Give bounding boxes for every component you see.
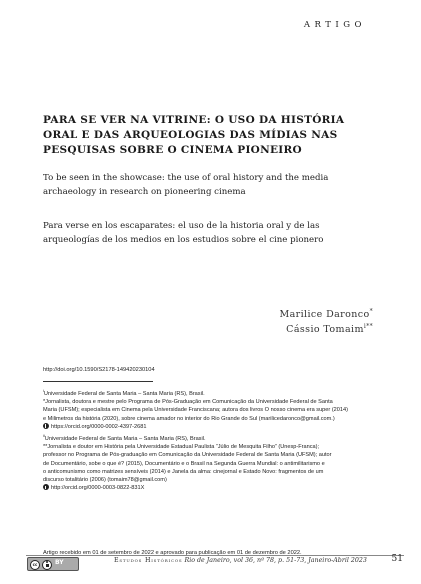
- author-name: Cássio Tomaim: [286, 324, 364, 335]
- journal-info: Rio de Janeiro, vol 36, nº 78, p. 51-73, Janeiro-Abril 2023: [184, 557, 367, 564]
- note-line: Maria (UFSM); especialista em Cinema pela Universidade Franciscana; autora dos livros O nosso cinema era super (2014): [43, 407, 348, 414]
- orcid-link[interactable]: https://orcid.org/0000-0002-4397-2681: [51, 423, 147, 430]
- author-tomaim: [279, 322, 373, 337]
- orcid-line: [43, 423, 378, 431]
- english-title-line: To be seen in the showcase: the use of oral history and the media: [43, 173, 329, 183]
- note-line: de Documentário, sobe o que é? (2015), Documentário e o Brasil na Segunda Guerra Mundial: o antimilitarismo e: [43, 460, 325, 467]
- doi-link[interactable]: http://doi.org/10.1590/S2178-149420230104: [43, 367, 155, 373]
- received-date: Artigo recebido em 01 de setembro de 2022 e aprovado para publicação em 01 de dezembro de 2022.: [43, 550, 302, 556]
- note-line: professor no Programa de Pós-graduação em Comunicação da Universidade Federal de Santa Maria (UFSM); autor: [43, 452, 332, 459]
- author-marker: i**: [363, 322, 373, 330]
- section-label: ARTIGO: [303, 20, 366, 30]
- author-marker: *: [369, 307, 373, 315]
- note-text: Universidade Federal de Santa Maria – Santa Maria (RS), Brasil.: [43, 391, 205, 397]
- cc-by-license-badge[interactable]: [27, 557, 79, 571]
- note-text: Universidade Federal de Santa Maria – Santa Maria (RS), Brasil.: [44, 436, 206, 443]
- spanish-title-line: Para verse en los escaparates: el uso de la historia oral y de las: [43, 221, 320, 231]
- journal-citation: [114, 557, 367, 564]
- author-note-1: [43, 390, 378, 431]
- orcid-icon: [43, 484, 49, 490]
- author-list: [279, 307, 373, 337]
- license-label: BY: [55, 559, 64, 566]
- note-line: e Milimetros da história (2020), sobre cinema amador no interior do Rio Grande do Sul (marilicedaronco@gmail.com.): [43, 415, 335, 422]
- note-line: [43, 390, 378, 398]
- journal-name: Estudos Históricos: [114, 557, 183, 564]
- page-number: 51: [391, 554, 403, 564]
- orcid-line: [43, 484, 378, 492]
- note-line: *Jornalista, doutora e mestre pelo Programa de Pós-Graduação em Comunicação da Universidade Federal de Santa: [43, 399, 333, 406]
- note-marker: i: [43, 388, 44, 394]
- spanish-title: [43, 219, 323, 247]
- attribution-icon: [42, 560, 52, 570]
- spanish-title-line: arqueologías de los medios en los estudios sobre el cine pionero: [43, 235, 324, 245]
- creative-commons-icon: cc: [30, 560, 40, 570]
- english-title-line: archaeology in research on pioneering cinema: [43, 187, 246, 197]
- author-notes: [43, 390, 378, 496]
- title-line: ORAL E DAS ARQUEOLOGIAS DAS MÍDIAS NAS: [43, 129, 338, 141]
- note-marker: ii: [43, 433, 45, 439]
- note-line: discurso totalitário (2006) (tomaim78@gmail.com): [43, 477, 167, 484]
- orcid-icon: [43, 423, 49, 429]
- footer-divider: [26, 555, 404, 556]
- orcid-link[interactable]: http://orcid.org/0000-0003-0822-831X: [51, 485, 145, 492]
- author-note-2: [43, 435, 378, 492]
- note-line: [43, 435, 378, 443]
- title-line: PARA SE VER NA VITRINE: O USO DA HISTÓRIA: [43, 114, 345, 126]
- author-name: Marilice Daronco: [279, 309, 370, 320]
- title-line: PESQUISAS SOBRE O CINEMA PIONEIRO: [43, 144, 302, 156]
- author-daronco: [279, 307, 373, 322]
- english-title: [43, 171, 328, 199]
- note-line: o anticomunismo como matrizes sensíveis (2014) e Janela da alma: cinejornal e Estado Novo: fragmentos de um: [43, 468, 324, 475]
- footnote-divider: [43, 381, 153, 382]
- note-line: **Jornalista e doutor em História pela Universidade Estadual Paulista “Júlio de Mesquita Filho” (Unesp-Franca);: [43, 444, 320, 451]
- article-title: [43, 113, 373, 158]
